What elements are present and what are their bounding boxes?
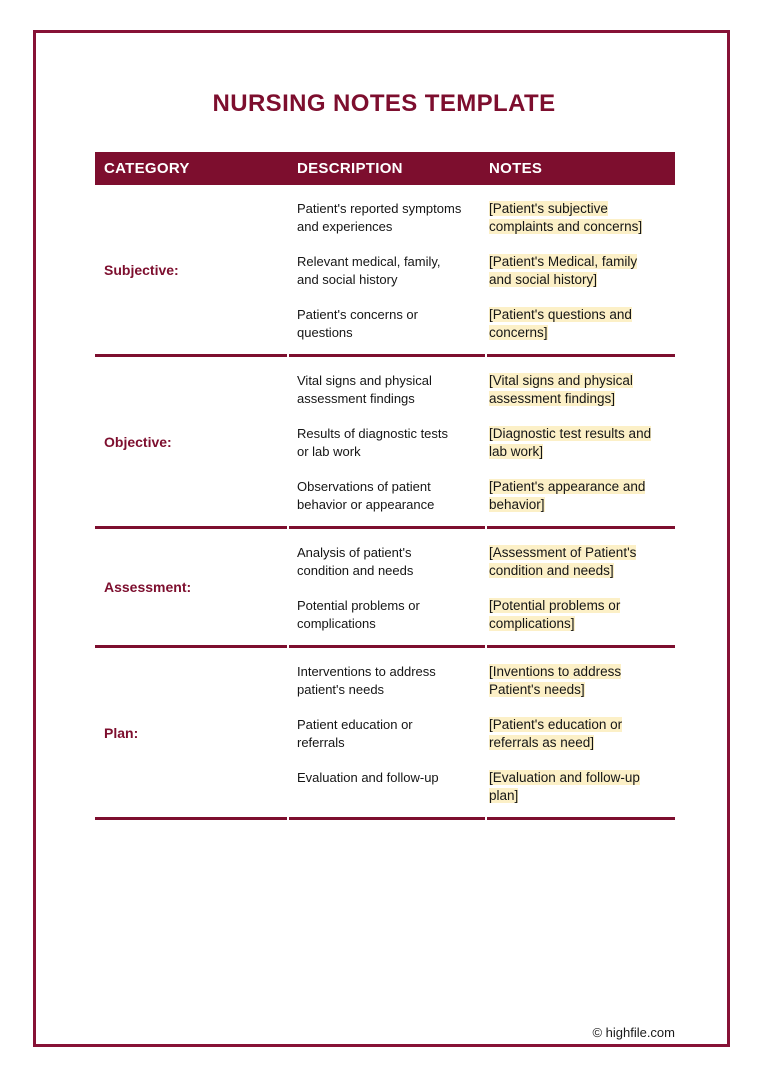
note-text-wrap (489, 253, 661, 289)
description-text: Patient education or referrals (297, 717, 413, 750)
description-text: Potential problems or complications (297, 598, 420, 631)
category-label: Objective: (104, 433, 172, 450)
note-highlighted-text: [Assessment of Patient's condition and needs] (489, 545, 637, 578)
section-separator (95, 817, 287, 820)
note-cell (487, 185, 675, 253)
description-cell (289, 597, 485, 645)
description-text: Relevant medical, family, and social history (297, 254, 441, 287)
column-header-notes: NOTES (489, 160, 543, 177)
note-text-wrap (489, 597, 661, 633)
note-cell (487, 597, 675, 645)
description-cell (289, 306, 485, 354)
table-header-row (95, 152, 675, 185)
description-cell (289, 185, 485, 253)
description-cell (289, 425, 485, 478)
note-highlighted-text: [Inventions to address Patient's needs] (489, 664, 622, 697)
note-highlighted-text: [Patient's Medical, family and social history] (489, 254, 638, 287)
section-separator (487, 817, 675, 820)
note-cell (487, 648, 675, 716)
note-cell (487, 529, 675, 597)
category-label: Assessment: (104, 579, 192, 595)
description-cell (289, 357, 485, 425)
note-cell (487, 253, 675, 306)
category-label: Plan: (104, 724, 139, 741)
section-separator (289, 817, 485, 820)
description-cell (289, 769, 485, 817)
note-text-wrap (489, 716, 661, 752)
note-cell (487, 425, 675, 478)
description-text: Results of diagnostic tests or lab work (297, 426, 449, 459)
note-text-wrap (489, 663, 661, 699)
description-cell (289, 716, 485, 769)
description-text: Interventions to address patient's needs (297, 664, 436, 697)
description-text: Patient's reported symptoms and experiences (297, 201, 462, 234)
footer-copyright: © highfile.com (592, 1025, 675, 1040)
note-highlighted-text: [Patient's appearance and behavior] (489, 479, 646, 512)
table-body (95, 185, 675, 820)
note-cell (487, 716, 675, 769)
description-cell (289, 253, 485, 306)
page-title: NURSING NOTES TEMPLATE (212, 90, 556, 117)
nursing-notes-table (95, 152, 675, 820)
description-text: Observations of patient behavior or appearance (297, 479, 435, 512)
note-text-wrap (489, 478, 661, 514)
note-text-wrap (489, 544, 661, 580)
note-text-wrap (489, 306, 661, 342)
description-text: Patient's concerns or questions (297, 307, 418, 340)
description-text: Vital signs and physical assessment findings (297, 373, 432, 406)
note-highlighted-text: [Patient's subjective complaints and concerns] (489, 201, 643, 234)
note-cell (487, 306, 675, 354)
description-cell (289, 529, 485, 597)
note-highlighted-text: [Evaluation and follow-up plan] (489, 770, 640, 803)
note-cell (487, 478, 675, 526)
description-cell (289, 648, 485, 716)
note-highlighted-text: [Patient's questions and concerns] (489, 307, 632, 340)
note-highlighted-text: [Potential problems or complications] (489, 598, 621, 631)
note-text-wrap (489, 769, 661, 805)
note-text-wrap (489, 372, 661, 408)
note-highlighted-text: [Vital signs and physical assessment findings] (489, 373, 633, 406)
description-text: Analysis of patient's condition and needs (297, 545, 414, 578)
note-text-wrap (489, 425, 661, 461)
column-header-category: CATEGORY (104, 160, 190, 177)
note-highlighted-text: [Diagnostic test results and lab work] (489, 426, 652, 459)
note-cell (487, 769, 675, 817)
category-label: Subjective: (104, 261, 179, 278)
note-highlighted-text: [Patient's education or referrals as need] (489, 717, 623, 750)
description-text: Evaluation and follow-up (297, 770, 439, 785)
note-cell (487, 357, 675, 425)
note-text-wrap (489, 200, 661, 236)
column-header-description: DESCRIPTION (297, 160, 403, 177)
description-cell (289, 478, 485, 526)
